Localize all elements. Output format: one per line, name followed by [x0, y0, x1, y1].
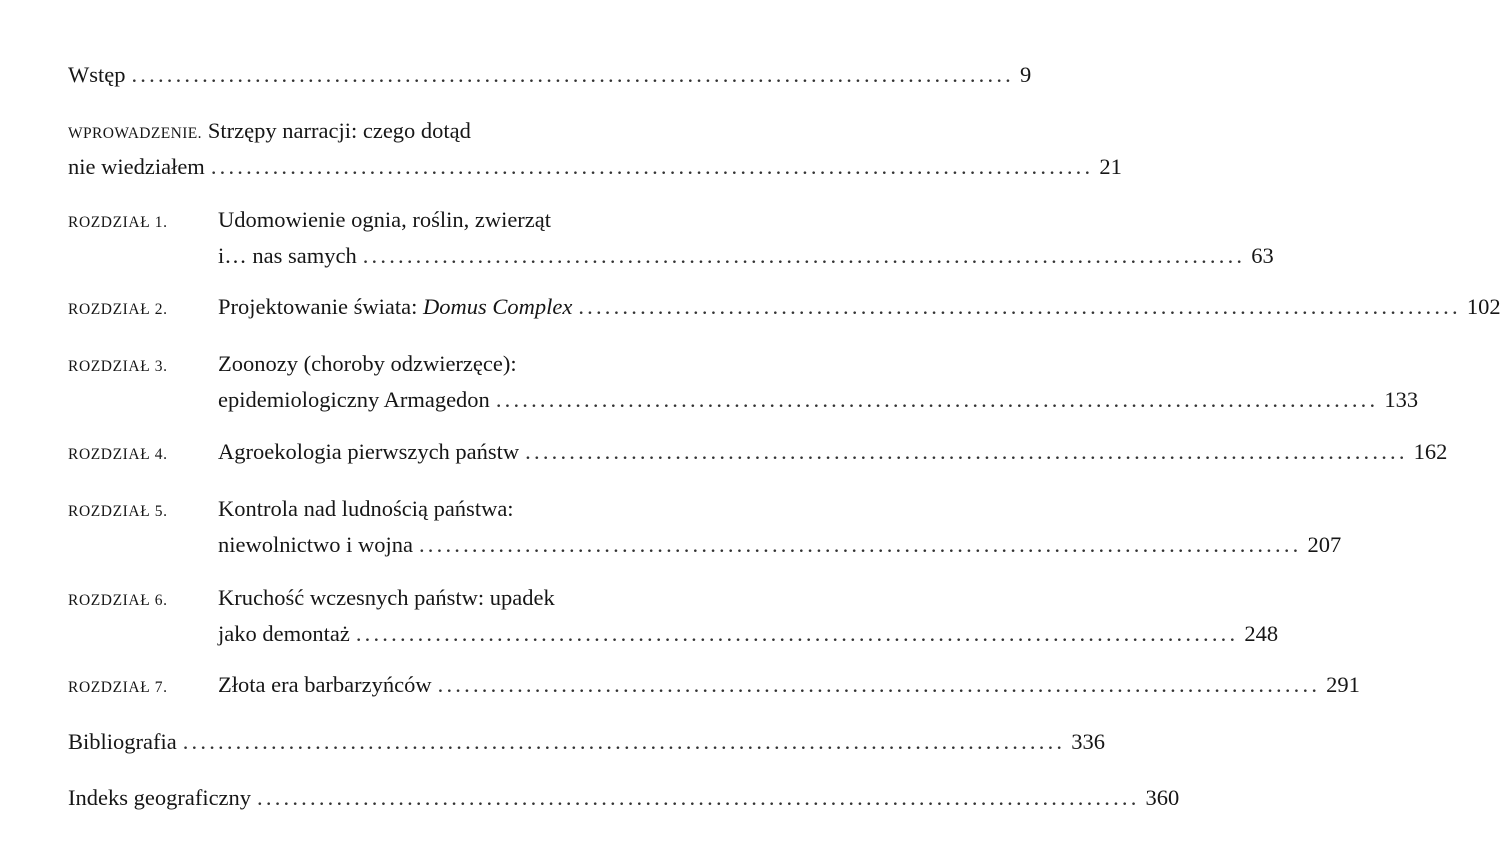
toc-title: Wstęp: [68, 62, 126, 87]
toc-title: Kontrola nad ludnością państwa:: [218, 496, 514, 521]
toc-entry-bibliografia[interactable]: [68, 725, 1105, 758]
toc-title-italic: Domus Complex: [422, 294, 573, 319]
toc-entry-chapter-3[interactable]: [68, 347, 1419, 416]
toc-entry-indeks[interactable]: [68, 781, 1180, 814]
leader-dots: ....................................................................................................: [437, 672, 1321, 697]
page-number: 133: [1384, 387, 1419, 412]
toc-title: Kruchość wczesnych państw: upadek: [218, 585, 555, 610]
toc-entry-wstep[interactable]: [68, 58, 1032, 91]
toc-title: Agroekologia pierwszych państw: [218, 439, 520, 464]
toc-title: Projektowanie świata: Domus Complex: [218, 294, 573, 319]
page-number: 291: [1326, 672, 1360, 697]
page-number: 9: [1019, 62, 1032, 87]
toc-title: nie wiedziałem: [68, 154, 205, 179]
leader-dots: ....................................................................................................: [362, 243, 1246, 268]
leader-dots: ....................................................................................................: [257, 785, 1140, 810]
page-number: 21: [1099, 154, 1122, 179]
leader-dots: ....................................................................................................: [525, 439, 1408, 464]
toc-label: ROZDZIAŁ 3.: [68, 358, 168, 375]
toc-label: ROZDZIAŁ 6.: [68, 592, 168, 609]
leader-dots: ....................................................................................................: [182, 729, 1066, 754]
leader-dots: ....................................................................................................: [495, 387, 1379, 412]
toc-label: ROZDZIAŁ 4.: [68, 446, 168, 463]
leader-dots: ....................................................................................................: [578, 294, 1461, 319]
toc-entry-wprowadzenie[interactable]: [68, 114, 1122, 183]
leader-dots: ....................................................................................................: [355, 621, 1239, 646]
toc-title: Indeks geograficzny: [68, 785, 252, 810]
toc-entry-chapter-1[interactable]: [68, 203, 1274, 272]
toc-label: ROZDZIAŁ 5.: [68, 503, 168, 520]
toc-entry-chapter-5[interactable]: [68, 492, 1342, 561]
page-number: 63: [1251, 243, 1274, 268]
toc-title: i… nas samych: [218, 243, 357, 268]
toc-label: ROZDZIAŁ 1.: [68, 214, 168, 231]
toc-title: Bibliografia: [68, 729, 177, 754]
toc-entry-chapter-2[interactable]: [68, 290, 1501, 326]
toc-label: WPROWADZENIE.: [68, 125, 202, 142]
page-number: 248: [1244, 621, 1279, 646]
leader-dots: ....................................................................................................: [418, 532, 1302, 557]
toc-title: Udomowienie ognia, roślin, zwierząt: [218, 207, 552, 232]
toc-entry-chapter-6[interactable]: [68, 581, 1279, 650]
leader-dots: ....................................................................................................: [210, 154, 1094, 179]
toc-title: epidemiologiczny Armagedon: [218, 387, 490, 412]
toc-entry-chapter-7[interactable]: [68, 668, 1360, 704]
page-number: 162: [1413, 439, 1448, 464]
toc-entry-chapter-4[interactable]: [68, 435, 1448, 471]
leader-dots: ....................................................................................................: [131, 62, 1014, 87]
toc-title: jako demontaż: [218, 621, 350, 646]
page-number: 360: [1145, 785, 1180, 810]
toc-title: Złota era barbarzyńców: [218, 672, 432, 697]
page-number: 207: [1307, 532, 1342, 557]
page-number: 336: [1071, 729, 1105, 754]
page-number: 102: [1466, 294, 1501, 319]
toc-label: ROZDZIAŁ 2.: [68, 301, 168, 318]
toc-title: Zoonozy (choroby odzwierzęce):: [218, 351, 517, 376]
toc-title: niewolnictwo i wojna: [218, 532, 413, 557]
toc-title: Strzępy narracji: czego dotąd: [207, 118, 471, 143]
toc-label: ROZDZIAŁ 7.: [68, 679, 168, 696]
